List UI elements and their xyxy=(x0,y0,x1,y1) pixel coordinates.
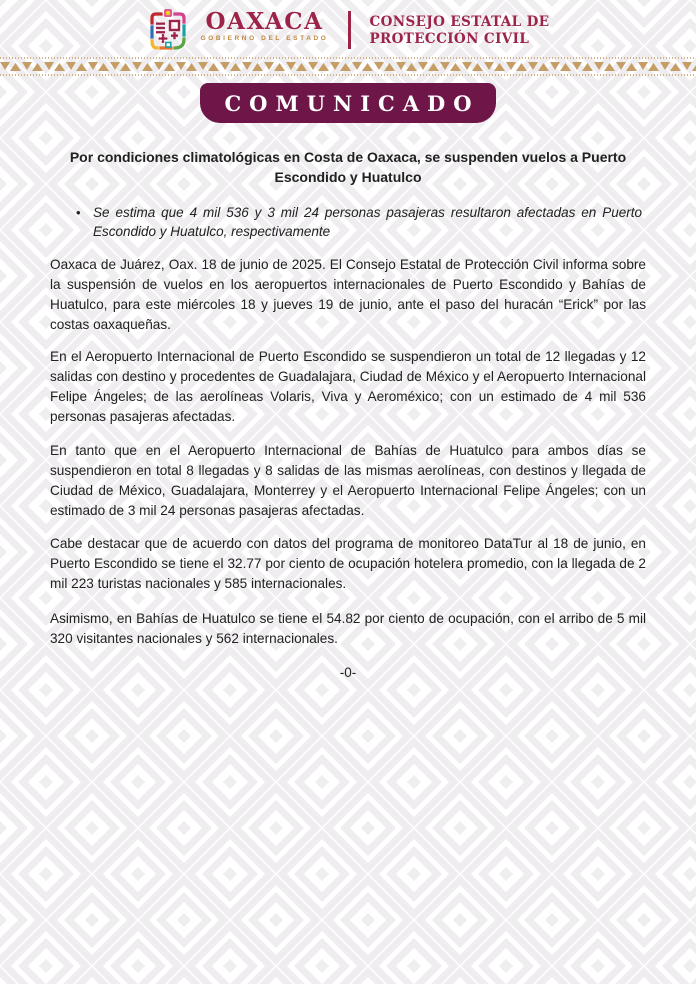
document-title: Por condiciones climatológicas en Costa de Oaxaca, se suspenden vuelos a Puerto Escondido y Huatulco xyxy=(69,149,627,185)
dotted-rule-bottom xyxy=(0,74,696,76)
body-paragraph-2: En el Aeropuerto Internacional de Puerto Escondido se suspendieron un total de 12 llegadas y 12 salidas con destino y procedentes de Guadalajara, Ciudad de México y el Aeropuerto Internacional Felipe Ángeles; de las aerolíneas Volaris, Viva y Aeroméxico; con un estimado de 4 mil 536 personas pasajeras afectadas. xyxy=(50,349,646,424)
oaxaca-emblem-icon xyxy=(147,9,189,53)
body-paragraph-3: En tanto que en el Aeropuerto Internacional de Bahías de Huatulco para ambos días se suspendieron en total 8 llegadas y 8 salidas de las mismas aerolíneas, con destinos y llegada de Ciudad de México, Guadalajara, Monterrey y el Aeropuerto Internacional Felipe Ángeles; con un estimado de 3 mil 24 personas pasajeras afectadas. xyxy=(50,443,646,518)
org-name-line1: CONSEJO ESTATAL DE xyxy=(369,14,550,30)
org-name-line2: PROTECCIÓN CIVIL xyxy=(369,30,530,47)
body-paragraph-1: Oaxaca de Juárez, Oax. 18 de junio de 2025. El Consejo Estatal de Protección Civil informa sobre la suspensión de vuelos en los aeropuertos internacionales de Puerto Escondido y Bahías de Huatulco, para este miércoles 18 y jueves 19 de junio, ante el paso del huracán “Erick” por las costas oaxaqueñas. xyxy=(50,257,646,332)
zigzag-pattern xyxy=(0,60,696,73)
dotted-rule-top xyxy=(0,57,696,59)
end-of-release-mark: -0- xyxy=(339,665,357,680)
org-name xyxy=(369,9,549,47)
letterhead xyxy=(0,0,696,55)
bullet-dot-icon: • xyxy=(76,205,81,220)
comunicado-banner-label: COMUNICADO xyxy=(224,90,480,116)
oaxaca-wordmark: OAXACA xyxy=(205,8,324,35)
summary-bullet-text: Se estima que 4 mil 536 y 3 mil 24 personas pasajeras resultaron afectadas en Puerto Escondido y Huatulco, respectivamente xyxy=(93,205,642,239)
state-logo xyxy=(201,9,329,42)
document-body xyxy=(50,147,646,683)
decorative-band xyxy=(0,57,696,76)
letterhead-divider xyxy=(348,11,351,49)
summary-bullet xyxy=(50,203,646,241)
gobierno-tagline: GOBIERNO DEL ESTADO xyxy=(200,35,329,42)
body-paragraph-4: Cabe destacar que de acuerdo con datos del programa de monitoreo DataTur al 18 de junio, en Puerto Escondido se tiene el 32.77 por ciento de ocupación hotelera promedio, con la llegada de 2 mil 223 turistas nacionales y 585 internacionales. xyxy=(50,536,646,591)
comunicado-banner xyxy=(200,83,496,123)
body-paragraph-5: Asimismo, en Bahías de Huatulco se tiene el 54.82 por ciento de ocupación, con el arribo de 5 mil 320 visitantes nacionales y 562 internacionales. xyxy=(50,611,646,646)
